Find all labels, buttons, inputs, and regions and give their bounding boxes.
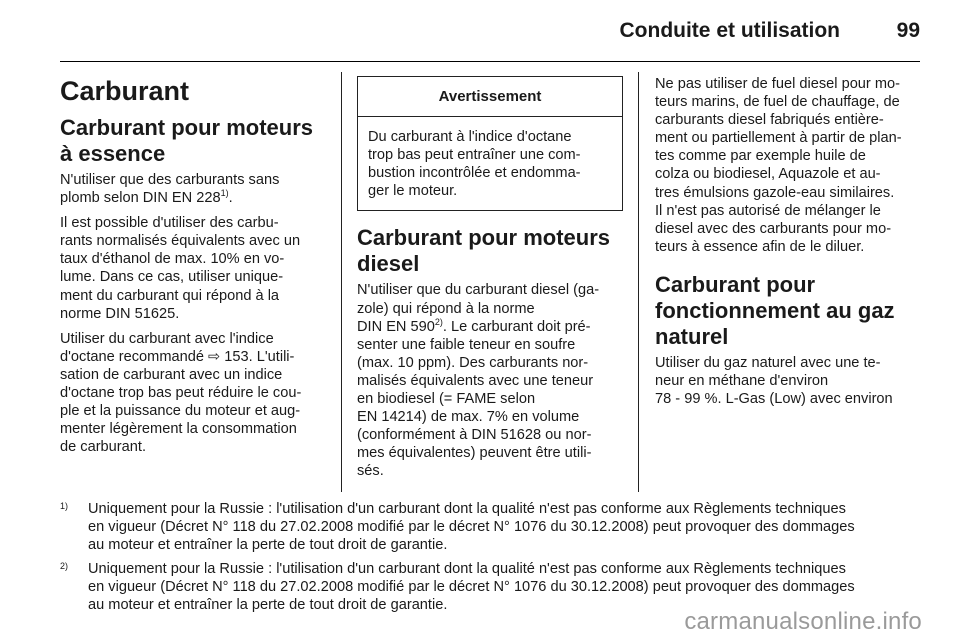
column-right (655, 72, 925, 415)
warning-box (357, 76, 623, 211)
warning-text: Du carburant à l'indice d'octane trop bas peut entraîner une com- bustion incontrôlée et endomma- ger le moteur. (368, 129, 581, 200)
paragraph-diesel: N'utiliser que du carburant diesel (ga- zole) qui répond à la norme DIN EN 590$^{2)}$. Le carburant doit pré- senter une faible teneur en soufre (max. 10 ppm). Des carburants nor- malisés équivalents avec une teneur en biodiesel (= FAME selon EN 14214) de max. 7% en volume (conformément à DIN 51628 ou nor- mes équivalentes) peuvent être utili- sés. (357, 282, 600, 480)
watermark: carmanualsonline.info (684, 608, 922, 635)
arrow-right-icon[interactable]: ⇨ (208, 348, 221, 365)
subheading-natural-gas: Carburant pour fonctionnement au gaz naturel (655, 271, 895, 349)
paragraph-marine-fuel: Ne pas utiliser de fuel diesel pour mo- teurs marins, de fuel de chauffage, de carburants diesel fabriqués entière- ment ou partiellement à partir de plan- tes comme par exemple huile de colza ou biodiesel, Aquazole et au- tres émulsions gazole-eau similaires. Il n'est pas autorisé de mélanger le diesel avec des carburants pour mo- teurs à essence afin de le diluer. (655, 76, 902, 255)
paragraph-octane: Utiliser du carburant avec l'indice d'octane recommandé ⇨ 153. L'utili- sation de carburant avec un indice d'octane trop bas peut réduire le cou- ple et la puissance du moteur et aug- menter légèrement la consommation de carburant. (60, 330, 302, 456)
column-middle (357, 72, 623, 488)
page-ref-link[interactable]: 153. L'utili- (220, 348, 295, 365)
footnote-2: 2) Uniquement pour la Russie : l'utilisation d'un carburant dont la qualité n'est pas conforme aux Règlements techniques en vigueur (Décret N° 118 du 27.02.2008 modifié par le décret N° 1076 du 30.12.2008) peut provoquer des dommages au moteur et entraîner la perte de tout droit de garantie. (60, 560, 928, 614)
column-left (60, 72, 328, 463)
footnote-ref-1[interactable]: 1) (220, 188, 229, 199)
footnotes (60, 500, 928, 621)
footnote-number: 1) (60, 501, 69, 511)
header-rule (60, 61, 920, 62)
page-number: 99 (896, 19, 920, 42)
paragraph-unleaded: N'utiliser que des carburants sans plomb selon DIN EN 228$^{1)}$. (60, 172, 280, 207)
footnote-1: 1) Uniquement pour la Russie : l'utilisation d'un carburant dont la qualité n'est pas conforme aux Règlements techniques en vigueur (Décret N° 118 du 27.02.2008 modifié par le décret N° 1076 du 30.12.2008) peut provoquer des dommages au moteur et entraîner la perte de tout droit de garantie. (60, 500, 928, 554)
section-heading: Carburant (60, 76, 190, 106)
footnote-number: 2) (60, 561, 69, 572)
running-header-title: Conduite et utilisation (619, 19, 840, 42)
column-divider (638, 72, 639, 492)
paragraph-natural-gas: Utiliser du gaz naturel avec une te- neur en méthane d'environ 78 - 99 %. L-Gas (Low) avec environ (655, 354, 893, 408)
footnote-ref-2[interactable]: 2) (434, 316, 443, 327)
column-divider (341, 72, 342, 492)
subheading-diesel: Carburant pour moteurs diesel (357, 225, 611, 277)
paragraph-ethanol: Il est possible d'utiliser des carbu- rants normalisés équivalents avec un taux d'éthanol de max. 10% en vo- lume. Dans ce cas, utiliser unique- ment du carburant qui répond à la norme DIN 51625. (60, 215, 301, 322)
subheading-petrol: Carburant pour moteurs à essence (60, 115, 314, 166)
warning-title: Avertissement (358, 77, 622, 117)
